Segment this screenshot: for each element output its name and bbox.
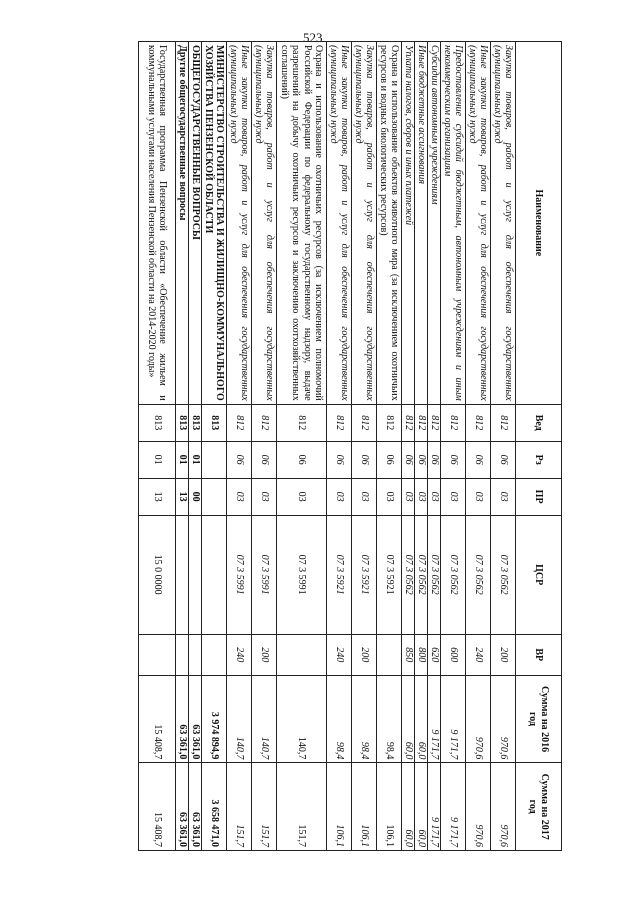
cell-pr: 03 <box>491 478 516 515</box>
cell-ved: 812 <box>441 404 466 441</box>
header-sum-2017: Сумма на 2017 год <box>516 763 562 851</box>
cell-sum-2016: 60,0 <box>402 675 415 763</box>
table-header-row <box>516 42 562 851</box>
cell-vr: 200 <box>491 634 516 675</box>
rotated-table-container <box>84 41 562 851</box>
cell-ved: 812 <box>352 404 377 441</box>
cell-name: Охрана и использование охотничьих ресурсов (за исключением полномочий Российской Федерации по федеральному государственному надзору, выдаче разрешений на добычу охотничьих ресурсов и заключению охотхозяйственных соглашений) <box>277 42 327 405</box>
cell-sum-2017: 60,0 <box>402 763 415 851</box>
cell-ved: 813 <box>202 404 227 441</box>
cell-sum-2017: 106,1 <box>352 763 377 851</box>
header-vr: ВР <box>516 634 562 675</box>
cell-rz: 06 <box>227 441 252 478</box>
cell-pr: 00 <box>189 478 202 515</box>
cell-sum-2016: 970,6 <box>466 675 491 763</box>
cell-vr <box>277 634 327 675</box>
cell-csr: 07 3 0562 <box>441 515 466 634</box>
cell-rz: 06 <box>377 441 402 478</box>
cell-sum-2017: 151,7 <box>277 763 327 851</box>
header-rz: Рз <box>516 441 562 478</box>
table-row <box>277 42 327 851</box>
cell-vr: 620 <box>428 634 441 675</box>
table-row <box>227 42 252 851</box>
cell-rz <box>202 441 227 478</box>
table-row <box>189 42 202 851</box>
cell-pr: 03 <box>466 478 491 515</box>
header-csr: ЦСР <box>516 515 562 634</box>
cell-pr: 13 <box>176 478 189 515</box>
cell-vr: 240 <box>327 634 352 675</box>
cell-rz: 06 <box>327 441 352 478</box>
cell-pr: 03 <box>402 478 415 515</box>
cell-sum-2017: 9 171,7 <box>428 763 441 851</box>
cell-pr: 03 <box>277 478 327 515</box>
table-row <box>441 42 466 851</box>
cell-pr: 03 <box>227 478 252 515</box>
cell-vr: 850 <box>402 634 415 675</box>
cell-name: Уплата налогов, сборов и иных платежей <box>402 42 415 405</box>
cell-rz: 06 <box>252 441 277 478</box>
table-row <box>352 42 377 851</box>
cell-rz: 06 <box>402 441 415 478</box>
cell-csr: 07 3 5991 <box>227 515 252 634</box>
cell-ved: 812 <box>466 404 491 441</box>
cell-vr <box>176 634 189 675</box>
cell-sum-2016: 15 408,7 <box>139 675 176 763</box>
table-row <box>377 42 402 851</box>
cell-sum-2016: 60,0 <box>415 675 428 763</box>
table-body <box>139 42 516 851</box>
cell-rz: 06 <box>352 441 377 478</box>
cell-pr: 03 <box>327 478 352 515</box>
cell-csr: 07 3 0562 <box>428 515 441 634</box>
cell-csr <box>202 515 227 634</box>
cell-ved: 812 <box>415 404 428 441</box>
cell-pr <box>202 478 227 515</box>
cell-sum-2017: 63 361,0 <box>189 763 202 851</box>
table-row <box>415 42 428 851</box>
cell-pr: 03 <box>415 478 428 515</box>
cell-ved: 812 <box>491 404 516 441</box>
cell-rz: 06 <box>466 441 491 478</box>
cell-vr: 200 <box>352 634 377 675</box>
cell-sum-2017: 106,1 <box>377 763 402 851</box>
cell-name: Государственная программа Пензенской области «Обеспечение жильем и коммунальными услугами населения Пензенской области на 2014-2020 годы» <box>139 42 176 405</box>
cell-sum-2017: 151,7 <box>252 763 277 851</box>
cell-vr <box>202 634 227 675</box>
cell-name: МИНИСТЕРСТВО СТРОИТЕЛЬСТВА И ЖИЛИЩНО-КОММУНАЛЬНОГО ХОЗЯЙСТВА ПЕНЗЕНСКОЙ ОБЛАСТИ <box>202 42 227 405</box>
cell-name: Закупка товаров, работ и услуг для обеспечения государственных (муниципальных) нужд <box>352 42 377 405</box>
cell-name: Закупка товаров, работ и услуг для обеспечения государственных (муниципальных) нужд <box>252 42 277 405</box>
page-number: 523 <box>303 30 323 45</box>
table-row <box>252 42 277 851</box>
cell-ved: 813 <box>189 404 202 441</box>
header-pr: ПР <box>516 478 562 515</box>
cell-csr: 07 3 0562 <box>466 515 491 634</box>
cell-name: Другие общегосударственные вопросы <box>176 42 189 405</box>
table-row <box>327 42 352 851</box>
cell-vr <box>139 634 176 675</box>
cell-ved: 813 <box>139 404 176 441</box>
cell-name: Иные бюджетные ассигнования <box>415 42 428 405</box>
cell-name: ОБЩЕГОСУДАРСТВЕННЫЕ ВОПРОСЫ <box>189 42 202 405</box>
cell-ved: 813 <box>176 404 189 441</box>
cell-sum-2017: 970,6 <box>466 763 491 851</box>
table-row <box>466 42 491 851</box>
cell-sum-2016: 98,4 <box>352 675 377 763</box>
cell-rz: 06 <box>428 441 441 478</box>
cell-vr: 600 <box>441 634 466 675</box>
budget-table <box>138 41 562 851</box>
table-row <box>202 42 227 851</box>
cell-sum-2016: 63 361,0 <box>189 675 202 763</box>
cell-name: Иные закупки товаров, работ и услуг для обеспечения государственных (муниципальных) нужд <box>327 42 352 405</box>
cell-vr: 800 <box>415 634 428 675</box>
cell-sum-2017: 106,1 <box>327 763 352 851</box>
cell-sum-2017: 151,7 <box>227 763 252 851</box>
table-row <box>402 42 415 851</box>
cell-rz: 01 <box>189 441 202 478</box>
cell-vr: 200 <box>252 634 277 675</box>
cell-pr: 13 <box>139 478 176 515</box>
cell-sum-2017: 15 408,7 <box>139 763 176 851</box>
cell-sum-2017: 63 361,0 <box>176 763 189 851</box>
cell-csr: 07 3 5991 <box>252 515 277 634</box>
header-name: Наименование <box>516 42 562 405</box>
cell-sum-2016: 140,7 <box>252 675 277 763</box>
cell-name: Иные закупки товаров, работ и услуг для обеспечения государственных (муниципальных) нужд <box>466 42 491 405</box>
cell-ved: 812 <box>227 404 252 441</box>
cell-csr <box>189 515 202 634</box>
cell-rz: 06 <box>491 441 516 478</box>
cell-pr: 03 <box>377 478 402 515</box>
cell-name: Субсидии автономным учреждениям <box>428 42 441 405</box>
cell-sum-2016: 98,4 <box>327 675 352 763</box>
cell-csr: 07 3 0562 <box>491 515 516 634</box>
cell-pr: 03 <box>441 478 466 515</box>
cell-sum-2016: 98,4 <box>377 675 402 763</box>
cell-rz: 01 <box>176 441 189 478</box>
cell-csr: 15 0 0000 <box>139 515 176 634</box>
cell-sum-2016: 3 974 894,9 <box>202 675 227 763</box>
cell-csr: 07 3 5921 <box>377 515 402 634</box>
cell-pr: 03 <box>428 478 441 515</box>
cell-sum-2017: 970,6 <box>491 763 516 851</box>
cell-vr: 240 <box>227 634 252 675</box>
header-sum-2016: Сумма на 2016 год <box>516 675 562 763</box>
cell-rz: 06 <box>277 441 327 478</box>
cell-vr <box>189 634 202 675</box>
cell-sum-2016: 63 361,0 <box>176 675 189 763</box>
cell-sum-2017: 3 658 471,0 <box>202 763 227 851</box>
cell-sum-2016: 9 171,7 <box>428 675 441 763</box>
cell-csr: 07 3 5921 <box>352 515 377 634</box>
cell-sum-2016: 140,7 <box>227 675 252 763</box>
cell-csr: 07 3 0562 <box>402 515 415 634</box>
cell-sum-2016: 9 171,7 <box>441 675 466 763</box>
cell-ved: 812 <box>252 404 277 441</box>
cell-sum-2017: 60,0 <box>415 763 428 851</box>
cell-vr: 240 <box>466 634 491 675</box>
cell-rz: 06 <box>415 441 428 478</box>
cell-ved: 812 <box>377 404 402 441</box>
table-row <box>176 42 189 851</box>
cell-csr: 07 3 5991 <box>277 515 327 634</box>
cell-sum-2016: 140,7 <box>277 675 327 763</box>
cell-name: Закупка товаров, работ и услуг для обеспечения государственных (муниципальных) нужд <box>491 42 516 405</box>
cell-pr: 03 <box>352 478 377 515</box>
table-row <box>491 42 516 851</box>
cell-vr <box>377 634 402 675</box>
cell-rz: 06 <box>441 441 466 478</box>
cell-ved: 812 <box>277 404 327 441</box>
cell-name: Иные закупки товаров, работ и услуг для обеспечения государственных (муниципальных) нужд <box>227 42 252 405</box>
header-ved: Вед <box>516 404 562 441</box>
cell-name: Охрана и использование объектов животного мира (за исключением охотничьих ресурсов и водных биологических ресурсов) <box>377 42 402 405</box>
cell-rz: 01 <box>139 441 176 478</box>
cell-name: Предоставление субсидий бюджетным, автономным учреждениям и иным некоммерческим организациям <box>441 42 466 405</box>
table-row <box>428 42 441 851</box>
cell-pr: 03 <box>252 478 277 515</box>
cell-ved: 812 <box>428 404 441 441</box>
cell-csr: 07 3 5921 <box>327 515 352 634</box>
cell-csr <box>176 515 189 634</box>
cell-csr: 07 3 0562 <box>415 515 428 634</box>
cell-ved: 812 <box>402 404 415 441</box>
cell-ved: 812 <box>327 404 352 441</box>
table-row <box>139 42 176 851</box>
cell-sum-2016: 970,6 <box>491 675 516 763</box>
cell-sum-2017: 9 171,7 <box>441 763 466 851</box>
